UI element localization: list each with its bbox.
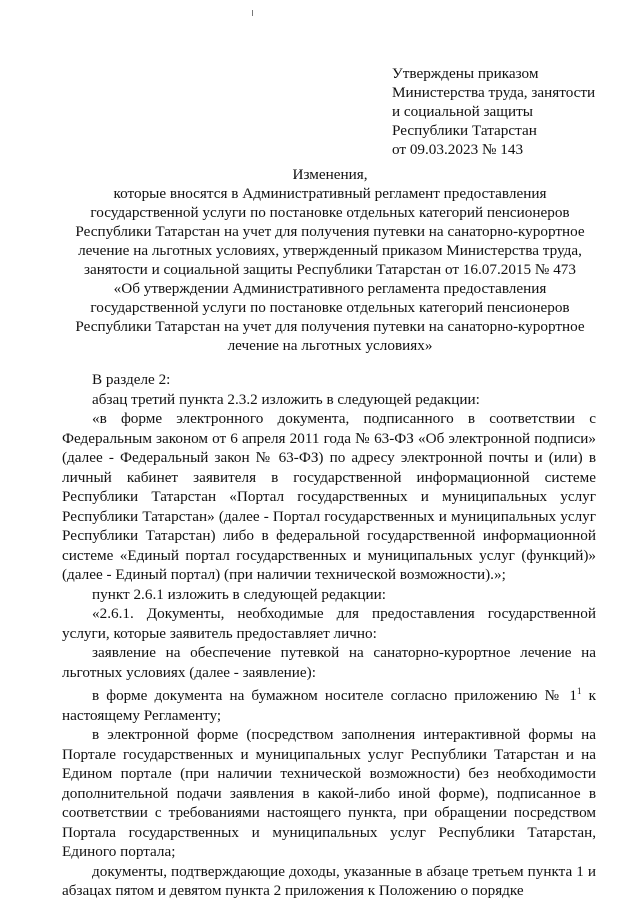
title-line: «Об утверждении Административного регламента предоставления bbox=[113, 280, 547, 297]
title-line: Изменения, bbox=[292, 166, 368, 183]
paragraph-clause: заявление на обеспечение путевкой на санаторно-курортное лечение на льготных условиях (далее - заявление): bbox=[62, 644, 596, 681]
title-line: государственной услуги по постановке отдельных категорий пенсионеров bbox=[90, 299, 570, 316]
paragraph-clause: «2.6.1. Документы, необходимые для предоставления государственной услуги, которые заявитель предоставляет лично: bbox=[62, 605, 596, 642]
paragraph-text: в форме документа на бумажном носителе согласно приложению № 1 bbox=[92, 687, 578, 705]
title-line: занятости и социальной защиты Республики Татарстан от 16.07.2015 № 473 bbox=[84, 261, 576, 278]
approval-line: от 09.03.2023 № 143 bbox=[392, 141, 524, 158]
paragraph-section-heading: В разделе 2: bbox=[92, 371, 171, 388]
paragraph-clause bbox=[62, 682, 596, 725]
scan-artifact-mark bbox=[252, 10, 253, 16]
title-line: лечение на льготных условиях, утвержденный приказом Министерства труда, bbox=[78, 242, 582, 259]
title-line: Республики Татарстан на учет для получения путевки на санаторно-курортное bbox=[75, 318, 585, 335]
document-title bbox=[40, 165, 620, 355]
approval-line: и социальной защиты bbox=[392, 103, 533, 120]
paragraph-instruction: абзац третий пункта 2.3.2 изложить в следующей редакции: bbox=[92, 390, 480, 408]
paragraph-text: к настоящему Регламенту; bbox=[62, 687, 596, 724]
approval-line: Республики Татарстан bbox=[392, 122, 537, 139]
superscript: 1 bbox=[577, 686, 582, 696]
title-line: которые вносятся в Административный регламент предоставления bbox=[113, 185, 547, 202]
title-line: лечение на льготных условиях» bbox=[227, 337, 433, 354]
paragraph-clause: в электронной форме (посредством заполнения интерактивной формы на Портале государственных и муниципальных услуг Республики Татарстан и на Едином портале (при наличии технической возможности) без необходимости дополнительной подачи заявления в какой-либо иной форме), подписанное в соответствии с требованиями настоящего пункта, при обращении посредством Портала государственных и муниципальных услуг Республики Татарстан, Единого портала; bbox=[62, 726, 596, 861]
document-body bbox=[62, 370, 596, 901]
approval-line: Утверждены приказом bbox=[392, 65, 539, 82]
paragraph-clause: документы, подтверждающие доходы, указанные в абзаце третьем пункта 1 и абзацах пятом и девятом пункта 2 приложения к Положению о порядке bbox=[62, 862, 596, 900]
title-line: Республики Татарстан на учет для получения путевки на санаторно-курортное bbox=[75, 223, 585, 240]
title-line: государственной услуги по постановке отдельных категорий пенсионеров bbox=[90, 204, 570, 221]
paragraph-quoted-text: «в форме электронного документа, подписанного в соответствии с Федеральным законом от 6 апреля 2011 года № 63-ФЗ «Об электронной подписи» (далее - Федеральный закон № 63-ФЗ) по адресу электронной почты и (или) в личный кабинет заявителя в государственной информационной системе Республики Татарстан «Портал государственных и муниципальных услуг Республики Татарстан» (далее - Портал государственных и муниципальных услуг Республики Татарстан) либо в федеральной государственной информационной системе «Единый портал государственных и муниципальных услуг (функций)» (далее - Единый портал) (при наличии технической возможности).»; bbox=[62, 410, 596, 583]
approval-stamp-block bbox=[392, 64, 622, 159]
paragraph-instruction: пункт 2.6.1 изложить в следующей редакции: bbox=[92, 585, 386, 603]
approval-line: Министерства труда, занятости bbox=[392, 84, 596, 101]
